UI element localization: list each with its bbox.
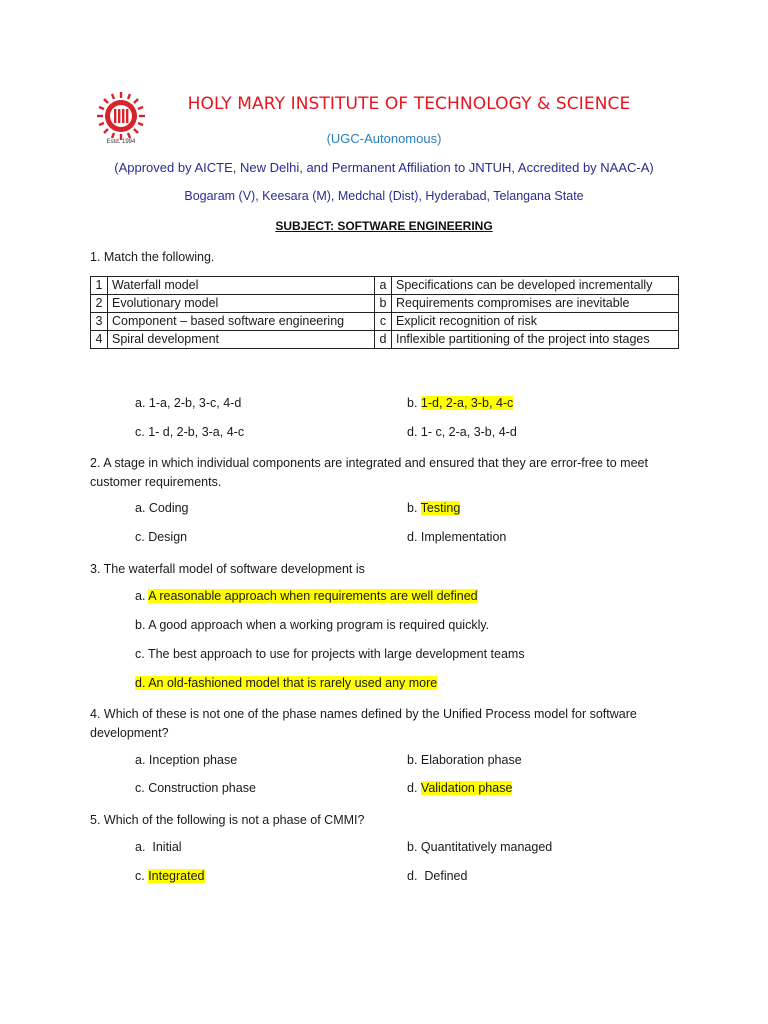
autonomous-status: (UGC-Autonomous) — [326, 131, 442, 146]
q5-option-c — [135, 869, 205, 883]
q1-option-d: d. 1- c, 2-a, 3-b, 4-d — [407, 425, 517, 439]
table-row — [91, 295, 679, 313]
row-letter: d — [375, 331, 392, 349]
option-prefix: a. — [135, 589, 149, 603]
option-prefix: b. — [407, 501, 421, 515]
q3-option-d — [135, 676, 437, 690]
q2-option-d: d. Implementation — [407, 530, 507, 544]
institute-name: HOLY MARY INSTITUTE OF TECHNOLOGY & SCIENCE — [187, 94, 631, 114]
description-cell: Requirements compromises are inevitable — [392, 295, 679, 313]
q1-correct-answer: 1-d, 2-a, 3-b, 4-c — [420, 396, 514, 410]
question-1: 1. Match the following. — [90, 250, 215, 264]
description-cell: Explicit recognition of risk — [392, 313, 679, 331]
row-number: 4 — [91, 331, 108, 349]
address-line: Bogaram (V), Keesara (M), Medchal (Dist), Hyderabad, Telangana State — [184, 189, 584, 203]
q2-option-c: c. Design — [135, 530, 188, 544]
q2-correct-answer: Testing — [420, 501, 461, 515]
q2-option-b — [407, 501, 460, 515]
q1-option-b — [407, 396, 513, 410]
q4-option-a: a. Inception phase — [135, 753, 238, 767]
q5-correct-answer: Integrated — [148, 869, 205, 883]
q4-option-d — [407, 781, 512, 795]
q3-option-c: c. The best approach to use for projects with large development teams — [135, 647, 525, 661]
q3-correct-answer-a: A reasonable approach when requirements are well defined — [148, 589, 478, 603]
q2-option-a: a. Coding — [135, 501, 189, 515]
q5-option-b: b. Quantitatively managed — [407, 840, 553, 854]
row-number: 1 — [91, 277, 108, 295]
table-row — [91, 331, 679, 349]
q5-option-a: a. Initial — [135, 840, 182, 854]
model-cell: Waterfall model — [108, 277, 375, 295]
subject-heading: SUBJECT: SOFTWARE ENGINEERING — [275, 219, 493, 233]
q1-option-a: a. 1-a, 2-b, 3-c, 4-d — [135, 396, 242, 410]
description-cell: Specifications can be developed incrementally — [392, 277, 679, 295]
option-prefix: b. — [407, 396, 421, 410]
approval-line: (Approved by AICTE, New Delhi, and Permanent Affiliation to JNTUH, Accredited by NAAC-A) — [114, 160, 654, 175]
question-4: 4. Which of these is not one of the phase names defined by the Unified Process model for software development? — [90, 707, 637, 740]
model-cell: Spiral development — [108, 331, 375, 349]
q4-option-c: c. Construction phase — [135, 781, 256, 795]
q3-correct-answer-d: d. An old-fashioned model that is rarely used any more — [135, 676, 438, 690]
match-table — [90, 276, 679, 349]
q4-option-b: b. Elaboration phase — [407, 753, 522, 767]
q1-option-c: c. 1- d, 2-b, 3-a, 4-c — [135, 425, 245, 439]
description-cell: Inflexible partitioning of the project into stages — [392, 331, 679, 349]
model-cell: Component – based software engineering — [108, 313, 375, 331]
q3-option-a — [135, 589, 478, 603]
row-number: 3 — [91, 313, 108, 331]
q4-correct-answer: Validation phase — [420, 781, 513, 795]
question-3: 3. The waterfall model of software development is — [90, 562, 365, 576]
table-row — [91, 277, 679, 295]
row-letter: b — [375, 295, 392, 313]
option-prefix: c. — [135, 869, 149, 883]
question-2: 2. A stage in which individual components are integrated and ensured that they are error-free to meet customer requirements. — [90, 456, 648, 489]
question-5: 5. Which of the following is not a phase of CMMI? — [90, 813, 365, 827]
table-row — [91, 313, 679, 331]
q5-option-d: d. Defined — [407, 869, 468, 883]
row-letter: c — [375, 313, 392, 331]
logo-caption: Estd. 1994 — [106, 139, 136, 145]
row-number: 2 — [91, 295, 108, 313]
row-letter: a — [375, 277, 392, 295]
q3-option-b: b. A good approach when a working program is required quickly. — [135, 618, 490, 632]
model-cell: Evolutionary model — [108, 295, 375, 313]
option-prefix: d. — [407, 781, 421, 795]
